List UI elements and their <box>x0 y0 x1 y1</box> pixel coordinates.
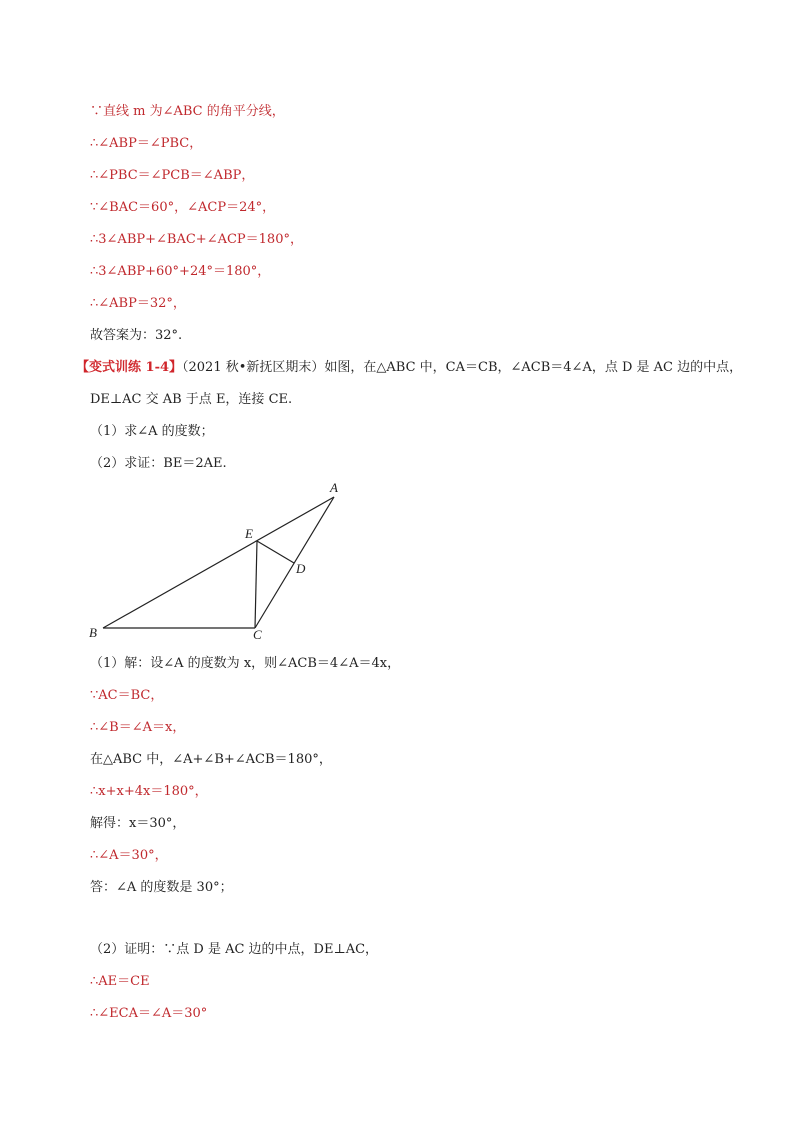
solution-line: 解得：x＝30°， <box>90 816 186 831</box>
solution-line: ∴∠ABP＝32°， <box>90 296 186 311</box>
solution-line: （1）解：设∠A 的度数为 x，则∠ACB＝4∠A＝4x， <box>90 656 401 671</box>
solution-line: ∴∠A＝30°， <box>90 848 168 863</box>
question-1: （1）求∠A 的度数； <box>90 424 214 439</box>
label-a: A <box>330 480 338 495</box>
problem-stem-1: 如图，在△ABC 中，CA＝CB，∠ACB＝4∠A，点 D 是 AC 边的中点， <box>324 360 743 375</box>
solution-line: ∴∠ABP＝∠PBC， <box>90 136 203 151</box>
problem-source: （2021 秋•新抚区期末） <box>182 360 325 375</box>
triangle-figure <box>80 475 370 645</box>
solution-line: （2）证明：∵点 D 是 AC 边的中点，DE⊥AC， <box>90 942 379 957</box>
label-b: B <box>89 625 97 640</box>
segment-ca <box>255 497 334 628</box>
label-e: E <box>245 526 253 541</box>
label-c: C <box>253 627 262 642</box>
solution-line: ∵∠BAC＝60°，∠ACP＝24°， <box>90 200 276 215</box>
solution-line: ∵直线 m 为∠ABC 的角平分线， <box>90 104 285 119</box>
solution-line: ∴AE＝CE <box>90 974 150 989</box>
solution-line: ∴3∠ABP+60°+24°＝180°， <box>90 264 271 279</box>
solution-line: ∴x+x+4x＝180°， <box>90 784 208 799</box>
answer-line: 故答案为：32°. <box>90 328 183 343</box>
solution-line: 在△ABC 中，∠A+∠B+∠ACB＝180°， <box>90 752 332 767</box>
question-2: （2）求证：BE＝2AE. <box>90 456 227 471</box>
solution-line: ∴∠PBC＝∠PCB＝∠ABP， <box>90 168 255 183</box>
solution-line: ∴∠ECA＝∠A＝30° <box>90 1006 208 1021</box>
problem-stem-2: DE⊥AC 交 AB 于点 E，连接 CE. <box>90 392 293 407</box>
segment-de <box>257 541 294 563</box>
segment-ce <box>255 541 257 628</box>
problem-tag: 【变式训练 1-4】 <box>76 360 183 375</box>
solution-line: ∵AC＝BC， <box>90 688 164 703</box>
label-d: D <box>296 561 306 576</box>
answer-line: 答：∠A 的度数是 30°； <box>90 880 233 895</box>
solution-line: ∴∠B＝∠A＝x， <box>90 720 186 735</box>
solution-line: ∴3∠ABP+∠BAC+∠ACP＝180°， <box>90 232 303 247</box>
